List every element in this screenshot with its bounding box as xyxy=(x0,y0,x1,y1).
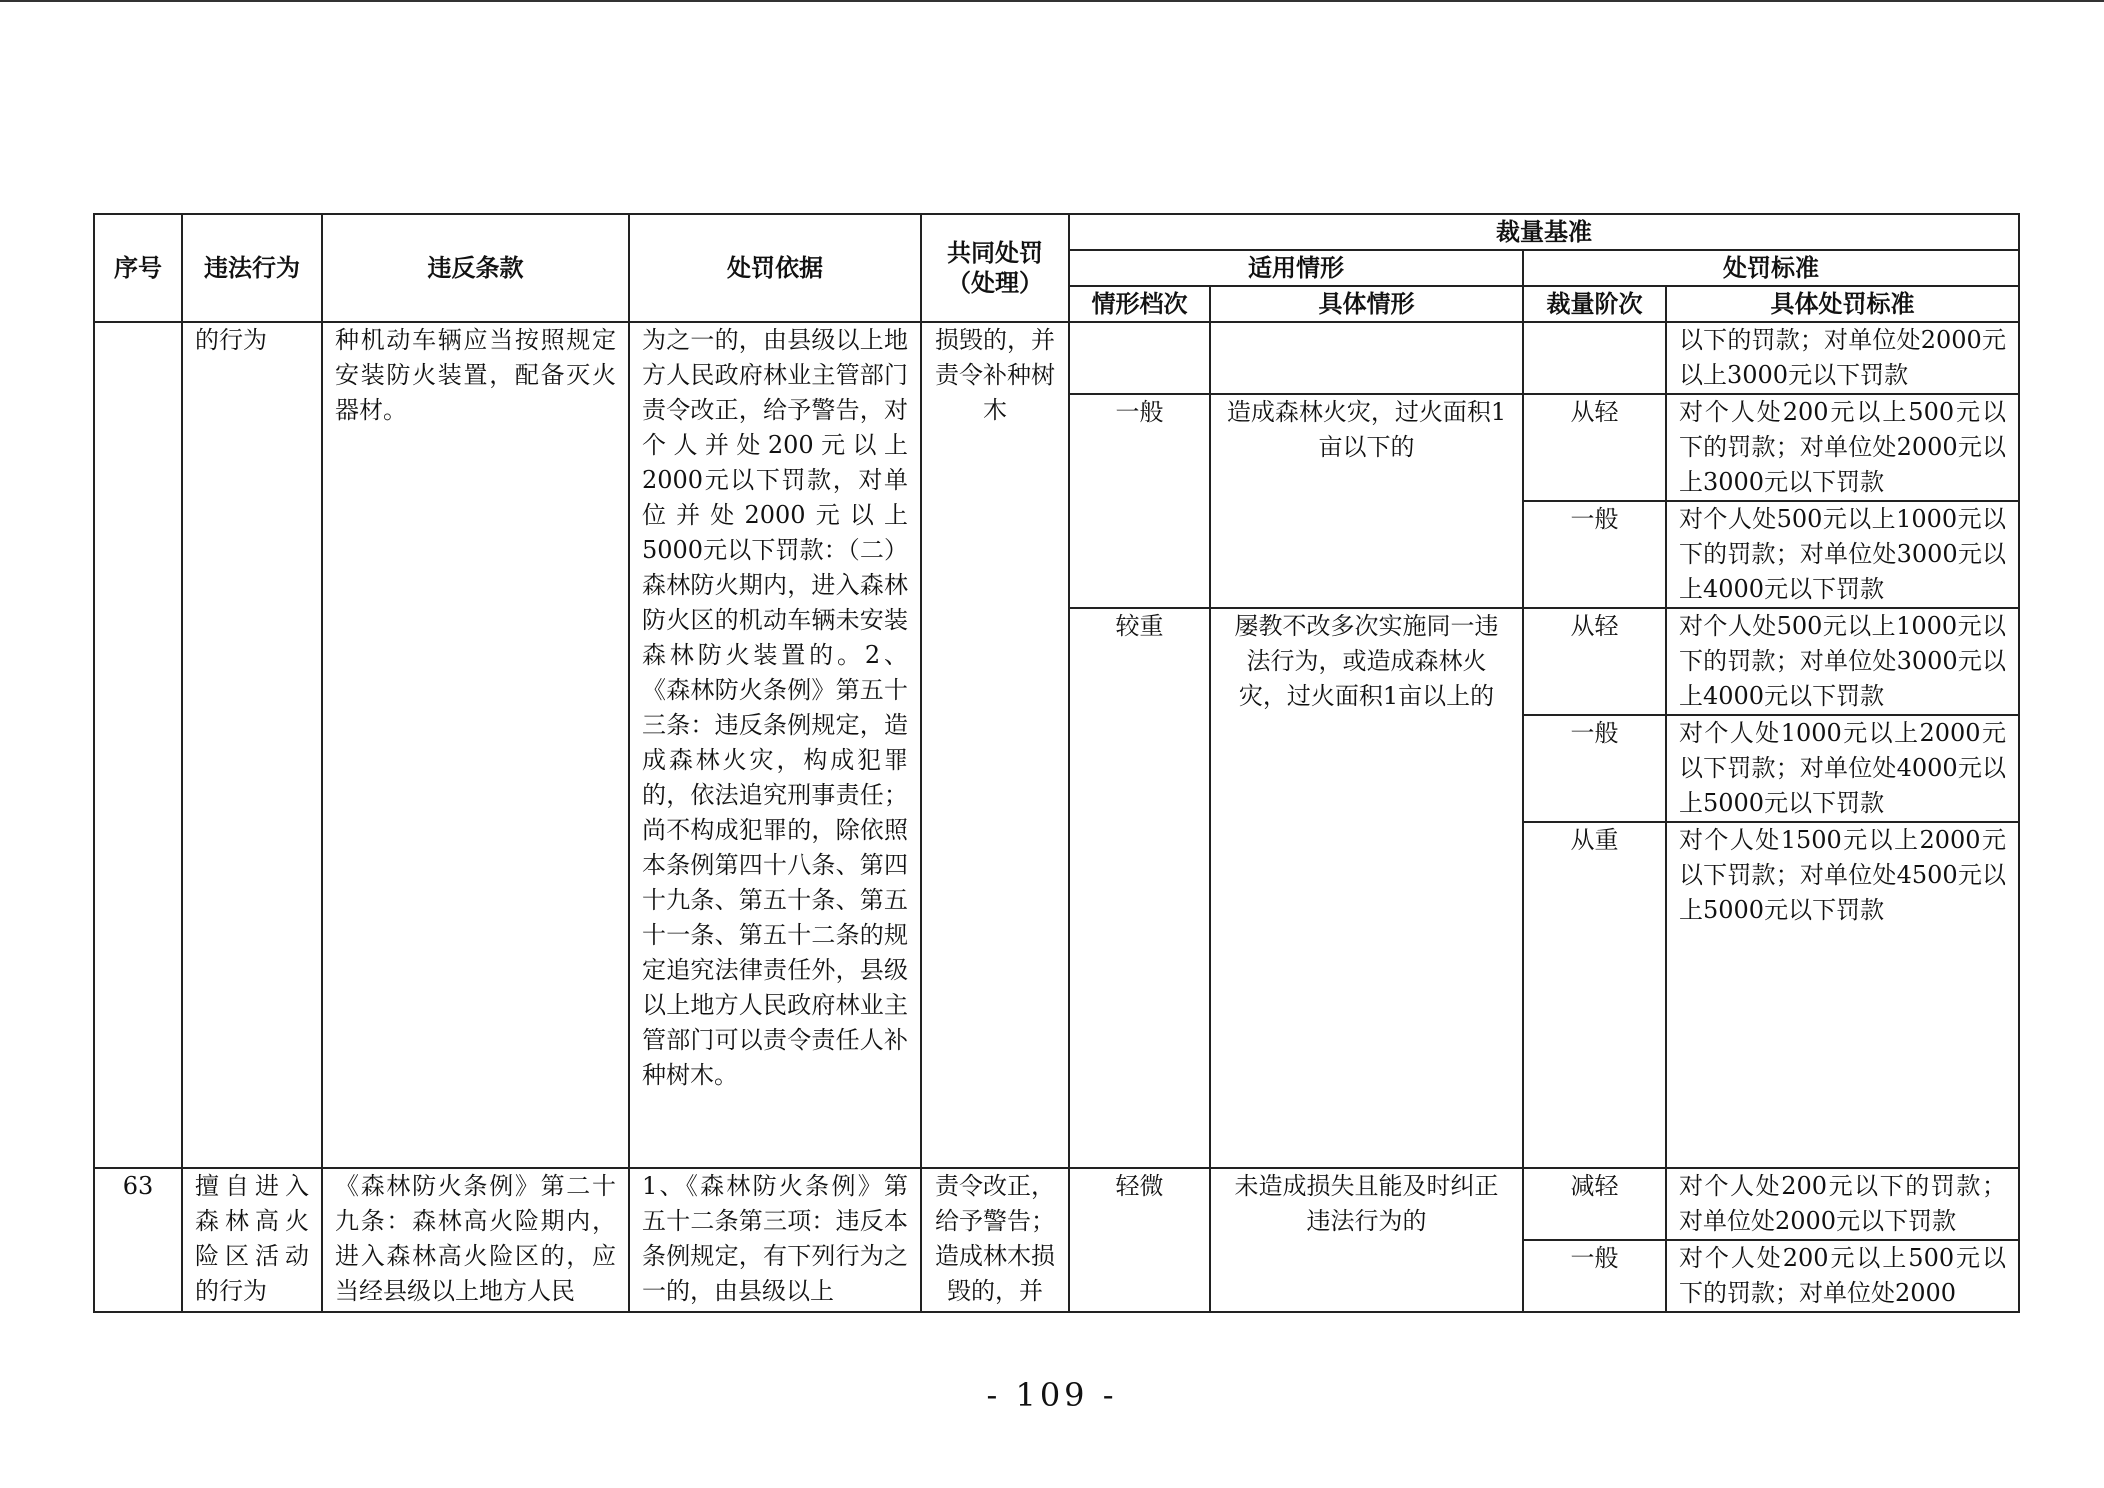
row62-cont-penalty: 以下的罚款；对单位处2000元以上3000元以下罚款 xyxy=(1666,322,2019,394)
row62-basis: 为之一的，由县级以上地方人民政府林业主管部门责令改正，给予警告，对个人并处200元以上2000元以下罚款，对单位并处2000元以上5000元以下罚款：（二）森林防火期内，进入森林防火区的机动车辆未安装森林防火装置的。2、《森林防火条例》第五十三条：违反条例规定，造成森林火灾，构成犯罪的，依法追究刑事责任；尚不构成犯罪的，除依照本条例第四十八条、第四十九条、第五十条、第五十一条、第五十二条的规定追究法律责任外，县级以上地方人民政府林业主管部门可以责令责任人补种树木。 xyxy=(629,322,921,1168)
row63-penalty-1: 对个人处200元以下的罚款；对单位处2000元以下罚款 xyxy=(1666,1168,2019,1240)
top-border-line xyxy=(0,0,2104,2)
header-common: 共同处罚（处理） xyxy=(921,214,1069,322)
row63-penalty-2: 对个人处200元以上500元以下的罚款；对单位处2000 xyxy=(1666,1240,2019,1312)
header-situation: 具体情形 xyxy=(1210,286,1523,322)
row63-act: 擅自进入森林高火险区活动的行为 xyxy=(182,1168,322,1312)
row62-level-general: 一般 xyxy=(1069,394,1210,608)
row63-basis: 1、《森林防火条例》第五十二条第三项：违反本条例规定，有下列行为之一的，由县级以上 xyxy=(629,1168,921,1312)
row63-level: 轻微 xyxy=(1069,1168,1210,1312)
row62-penalty-g2: 对个人处500元以上1000元以下的罚款；对单位处3000元以上4000元以下罚款 xyxy=(1666,501,2019,608)
header-act: 违法行为 xyxy=(182,214,322,322)
row63-common: 责令改正，给予警告；造成林木损毁的，并 xyxy=(921,1168,1069,1312)
row63-tier-1: 减轻 xyxy=(1523,1168,1666,1240)
row62-penalty-s1: 对个人处500元以上1000元以下的罚款；对单位处3000元以上4000元以下罚款 xyxy=(1666,608,2019,715)
row62-cont-level xyxy=(1069,322,1210,394)
row62-penalty-g1: 对个人处200元以上500元以下的罚款；对单位处2000元以上3000元以下罚款 xyxy=(1666,394,2019,501)
row62-cont-situation xyxy=(1210,322,1523,394)
row62-situation-general: 造成森林火灾，过火面积1亩以下的 xyxy=(1210,394,1523,608)
header-discretion: 裁量基准 xyxy=(1069,214,2019,250)
row62-clause: 种机动车辆应当按照规定安装防火装置，配备灭火器材。 xyxy=(322,322,629,1168)
row62-level-severe: 较重 xyxy=(1069,608,1210,1168)
row62-common: 损毁的，并责令补种树木 xyxy=(921,322,1069,1168)
header-detail: 具体处罚标准 xyxy=(1666,286,2019,322)
header-basis: 处罚依据 xyxy=(629,214,921,322)
header-penalty-standard: 处罚标准 xyxy=(1523,250,2019,286)
row62-tier-s1: 从轻 xyxy=(1523,608,1666,715)
row63-seq: 63 xyxy=(94,1168,182,1312)
header-applicable: 适用情形 xyxy=(1069,250,1523,286)
row63-tier-2: 一般 xyxy=(1523,1240,1666,1312)
row62-cont-tier xyxy=(1523,322,1666,394)
header-tier: 裁量阶次 xyxy=(1523,286,1666,322)
row62-penalty-s2: 对个人处1000元以上2000元以下罚款；对单位处4000元以上5000元以下罚款 xyxy=(1666,715,2019,822)
row62-seq xyxy=(94,322,182,1168)
row62-tier-g1: 从轻 xyxy=(1523,394,1666,501)
row62-situation-severe: 屡教不改多次实施同一违法行为，或造成森林火灾，过火面积1亩以上的 xyxy=(1210,608,1523,1168)
header-seq: 序号 xyxy=(94,214,182,322)
header-clause: 违反条款 xyxy=(322,214,629,322)
header-level: 情形档次 xyxy=(1069,286,1210,322)
page-number: - 109 - xyxy=(986,1376,1118,1414)
penalty-discretion-table xyxy=(93,213,2020,1313)
row63-situation: 未造成损失且能及时纠正违法行为的 xyxy=(1210,1168,1523,1312)
row63-clause: 《森林防火条例》第二十九条：森林高火险期内，进入森林高火险区的，应当经县级以上地方人民 xyxy=(322,1168,629,1312)
row62-act: 的行为 xyxy=(182,322,322,1168)
row62-tier-s2: 一般 xyxy=(1523,715,1666,822)
row62-tier-g2: 一般 xyxy=(1523,501,1666,608)
row62-tier-s3: 从重 xyxy=(1523,822,1666,1168)
row62-penalty-s3: 对个人处1500元以上2000元以下罚款；对单位处4500元以上5000元以下罚款 xyxy=(1666,822,2019,1168)
